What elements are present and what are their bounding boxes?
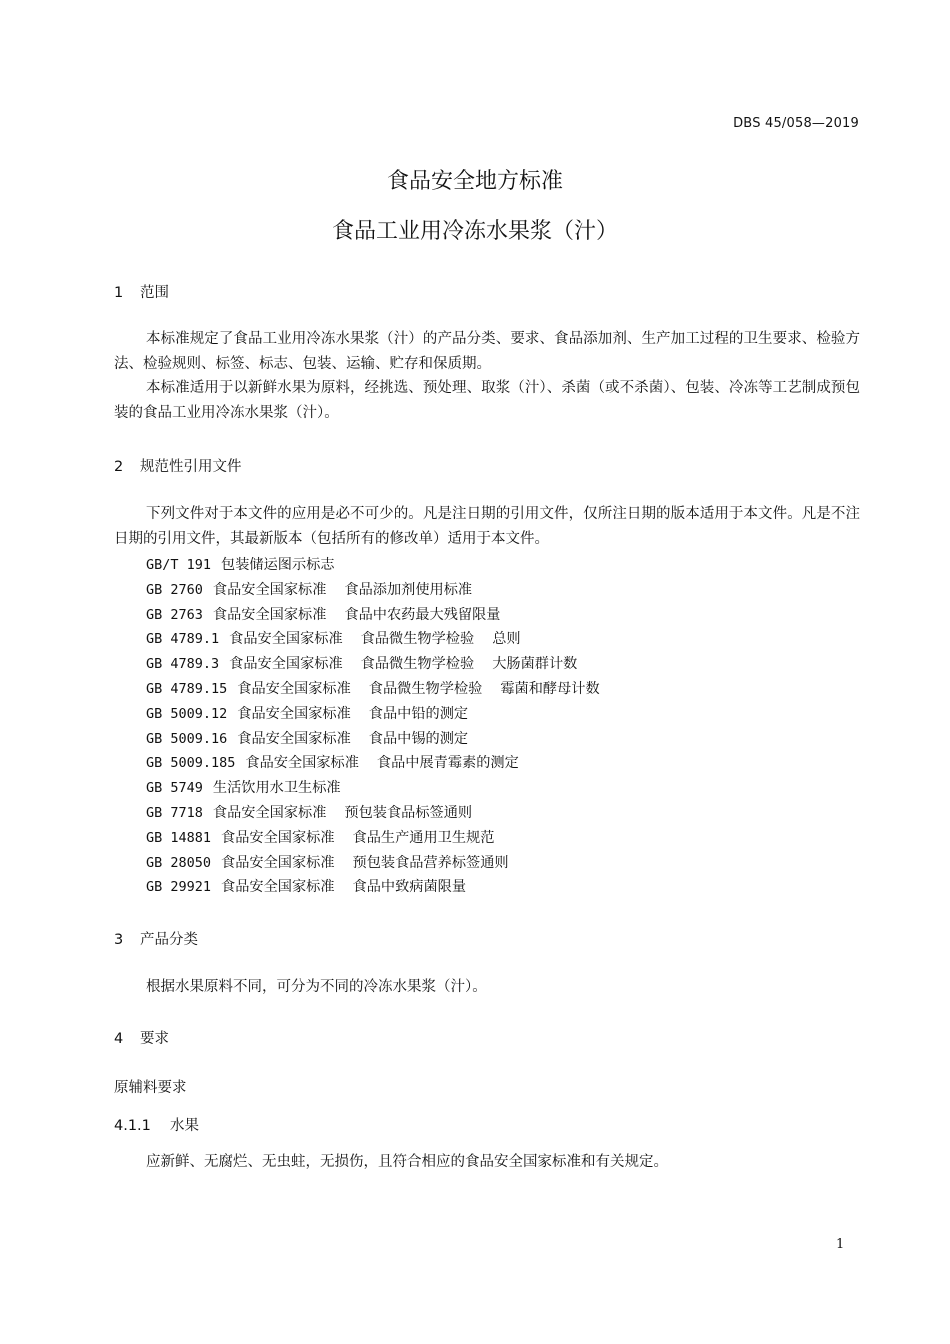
section-title: 产品分类 — [140, 932, 198, 948]
section-4-1-1-heading — [114, 1114, 199, 1135]
reference-title-part: 食品中铅的测定 — [368, 705, 469, 722]
section-4-1-1-paragraph-1: 应新鲜、无腐烂、无虫蛀，无损伤，且符合相应的食品安全国家标准和有关规定。 — [146, 1154, 668, 1170]
reference-code: GB/T 191 — [146, 557, 212, 573]
section-title: 水果 — [170, 1118, 199, 1134]
section-1-heading — [114, 281, 169, 302]
section-title: 规范性引用文件 — [140, 459, 242, 475]
reference-item — [146, 776, 600, 801]
section-3-heading — [114, 928, 198, 949]
section-number: 3 — [114, 932, 124, 948]
reference-code: GB 4789.3 — [146, 656, 220, 673]
reference-item — [146, 826, 600, 851]
reference-title-part: 食品中农药最大残留限量 — [344, 606, 501, 623]
doc-code: DBS 45/058—2019 — [733, 116, 859, 131]
reference-item — [146, 677, 600, 702]
reference-title-part: 食品微生物学检验 — [368, 680, 483, 697]
reference-title-part: 食品微生物学检验 — [360, 631, 475, 648]
reference-code: GB 5749 — [146, 780, 203, 797]
reference-code: GB 14881 — [146, 829, 212, 846]
reference-title-part: 食品中致病菌限量 — [352, 879, 467, 896]
reference-title-part: 食品安全国家标准 — [229, 656, 343, 673]
reference-item — [146, 578, 600, 603]
section-4-heading — [114, 1027, 169, 1048]
reference-item — [146, 652, 600, 677]
reference-code: GB 4789.15 — [146, 680, 228, 697]
section-1-paragraph-1: 本标准规定了食品工业用冷冻水果浆（汁）的产品分类、要求、食品添加剂、生产加工过程的卫生要求、检验方法、检验规则、标签、标志、包装、运输、贮存和保质期。 — [114, 331, 860, 372]
section-2-paragraph-1: 下列文件对于本文件的应用是必不可少的。凡是注日期的引用文件，仅所注日期的版本适用于本文件。凡是不注日期的引用文件，其最新版本（包括所有的修改单）适用于本文件。 — [114, 506, 860, 547]
page-number: 1 — [836, 1237, 845, 1252]
reference-code: GB 5009.16 — [146, 730, 228, 747]
reference-title-part: 食品安全国家标准 — [237, 730, 351, 747]
section-number: 4 — [114, 1031, 124, 1047]
reference-code: GB 2760 — [146, 581, 203, 598]
reference-code: GB 5009.185 — [146, 755, 236, 772]
reference-item — [146, 603, 600, 628]
section-number: 1 — [114, 285, 124, 301]
reference-title-part: 包装储运图示标志 — [221, 557, 335, 573]
section-1-paragraph-2: 本标准适用于以新鲜水果为原料，经挑选、预处理、取浆（汁）、杀菌（或不杀菌）、包装、冷冻等工艺制成预包装的食品工业用冷冻水果浆（汁）。 — [114, 380, 860, 421]
reference-title-part: 食品中锡的测定 — [368, 730, 469, 747]
section-title: 范围 — [140, 285, 169, 301]
reference-title-part: 食品中展青霉素的测定 — [376, 755, 519, 772]
reference-title-part: 食品安全国家标准 — [221, 879, 335, 896]
reference-item — [146, 553, 600, 578]
section-2-heading — [114, 455, 242, 476]
reference-code: GB 28050 — [146, 854, 212, 871]
reference-item — [146, 702, 600, 727]
section-4-1-heading: 原辅料要求 — [114, 1080, 187, 1096]
reference-item — [146, 875, 600, 900]
reference-title-part: 预包装食品标签通则 — [344, 804, 473, 821]
document-title: 食品安全地方标准 — [386, 169, 563, 194]
reference-code: GB 7718 — [146, 804, 203, 821]
reference-title-part: 食品安全国家标准 — [212, 804, 327, 821]
reference-title-part: 食品生产通用卫生规范 — [352, 829, 495, 846]
reference-title-part: 总则 — [492, 631, 521, 648]
reference-title-part: 食品安全国家标准 — [245, 755, 359, 772]
section-title: 要求 — [140, 1031, 169, 1047]
reference-title-part: 食品添加剂使用标准 — [344, 581, 473, 598]
reference-code: GB 2763 — [146, 606, 203, 623]
reference-item — [146, 727, 600, 752]
reference-item — [146, 801, 600, 826]
reference-code: GB 4789.1 — [146, 631, 220, 648]
reference-item — [146, 627, 600, 652]
reference-title-part: 食品安全国家标准 — [212, 581, 327, 598]
reference-title-part: 霉菌和酵母计数 — [500, 680, 600, 697]
reference-title-part: 食品安全国家标准 — [237, 680, 351, 697]
document-subtitle: 食品工业用冷冻水果浆（汁） — [331, 219, 618, 244]
reference-title-part: 食品安全国家标准 — [229, 631, 343, 648]
reference-title-part: 预包装食品营养标签通则 — [352, 854, 509, 871]
reference-code: GB 29921 — [146, 879, 212, 896]
reference-list — [146, 553, 600, 900]
reference-title-part: 食品安全国家标准 — [221, 854, 335, 871]
section-3-paragraph-1: 根据水果原料不同，可分为不同的冷冻水果浆（汁）。 — [146, 979, 487, 995]
reference-title-part: 生活饮用水卫生标准 — [212, 780, 341, 797]
reference-title-part: 食品安全国家标准 — [212, 606, 327, 623]
reference-item — [146, 751, 600, 776]
section-number: 4.1.1 — [114, 1118, 151, 1134]
reference-code: GB 5009.12 — [146, 705, 228, 722]
reference-title-part: 食品安全国家标准 — [221, 829, 335, 846]
reference-title-part: 食品安全国家标准 — [237, 705, 351, 722]
reference-item — [146, 851, 600, 876]
reference-title-part: 大肠菌群计数 — [492, 656, 578, 673]
section-number: 2 — [114, 459, 124, 475]
reference-title-part: 食品微生物学检验 — [360, 656, 475, 673]
